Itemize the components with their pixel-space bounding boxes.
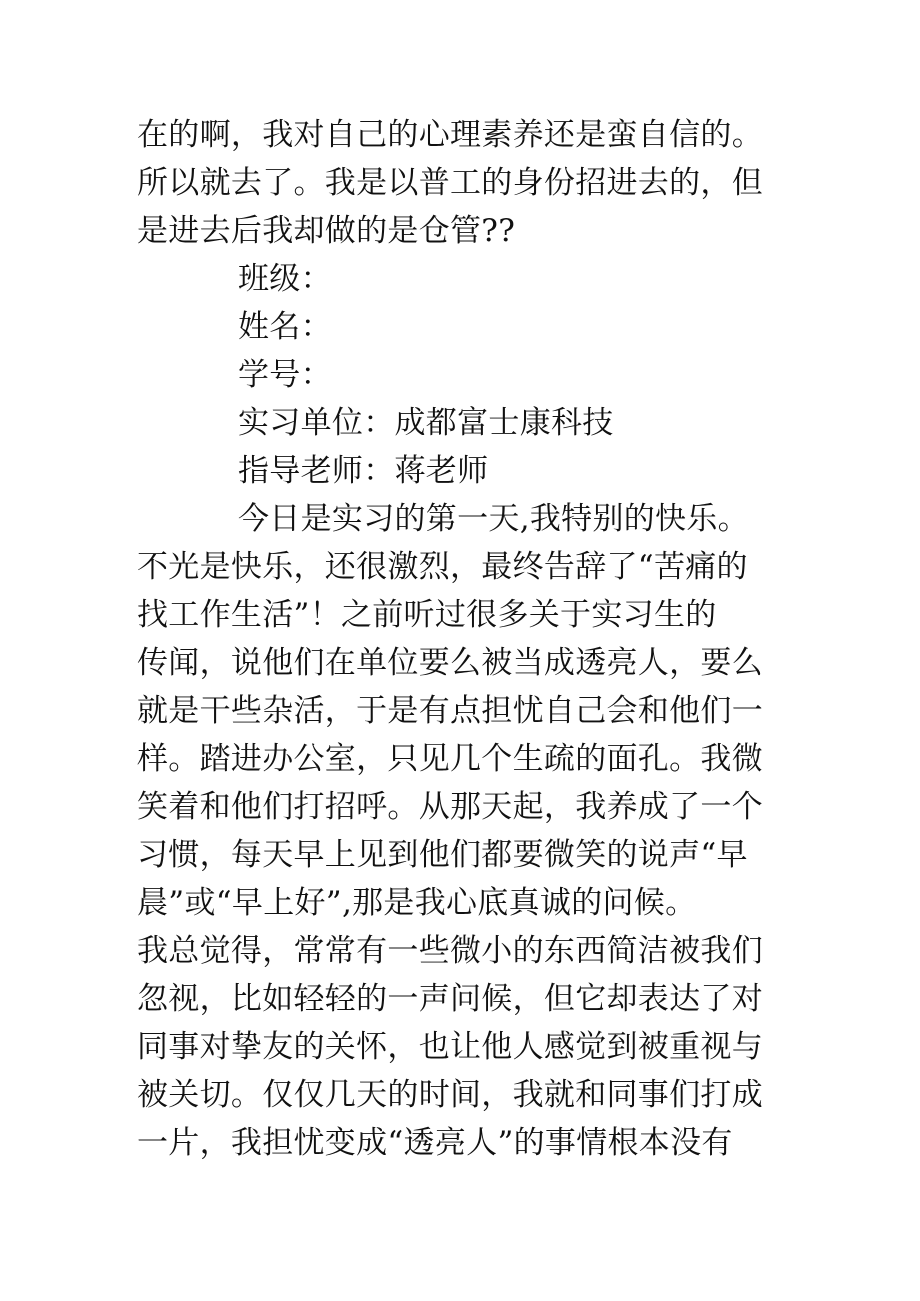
field-name-label: 姓名： — [238, 309, 332, 345]
paragraph-line: 不光是快乐，还很激烈，最终告辞了“苦痛的 — [137, 549, 748, 585]
paragraph-line: 被关切。仅仅几天的时间，我就和同事们打成 — [137, 1077, 763, 1113]
field-advisor: 指导老师：蒋老师 — [238, 453, 489, 489]
paragraph-line: 所以就去了。我是以普工的身份招进去的，但 — [137, 165, 763, 201]
paragraph-line: 习惯，每天早上见到他们都要微笑的说声“早 — [137, 837, 748, 873]
paragraph-line: 我总觉得，常常有一些微小的东西简洁被我们 — [137, 933, 763, 969]
field-class-label: 班级： — [238, 261, 332, 297]
field-student-id-label: 学号： — [238, 357, 332, 393]
paragraph-line: 今日是实习的第一天,我特别的快乐。 — [238, 501, 749, 537]
paragraph-line: 忽视，比如轻轻的一声问候，但它却表达了对 — [137, 981, 763, 1017]
paragraph-line: 就是干些杂活，于是有点担忧自己会和他们一 — [137, 693, 763, 729]
field-internship-unit: 实习单位：成都富士康科技 — [238, 405, 614, 441]
paragraph-line: 传闻，说他们在单位要么被当成透亮人，要么 — [137, 645, 763, 681]
paragraph-line: 一片，我担忧变成“透亮人”的事情根本没有 — [137, 1125, 733, 1161]
paragraph-line: 在的啊，我对自己的心理素养还是蛮自信的。 — [137, 117, 763, 153]
paragraph-line: 笑着和他们打招呼。从那天起，我养成了一个 — [137, 789, 763, 825]
paragraph-line: 找工作生活”！之前听过很多关于实习生的 — [137, 597, 717, 633]
paragraph-line: 同事对挚友的关怀，也让他人感觉到被重视与 — [137, 1029, 763, 1065]
paragraph-line: 晨”或“早上好”,那是我心底真诚的问候。 — [137, 885, 697, 921]
paragraph-line: 是进去后我却做的是仓管?? — [137, 213, 516, 249]
paragraph-line: 样。踏进办公室，只见几个生疏的面孔。我微 — [137, 741, 763, 777]
